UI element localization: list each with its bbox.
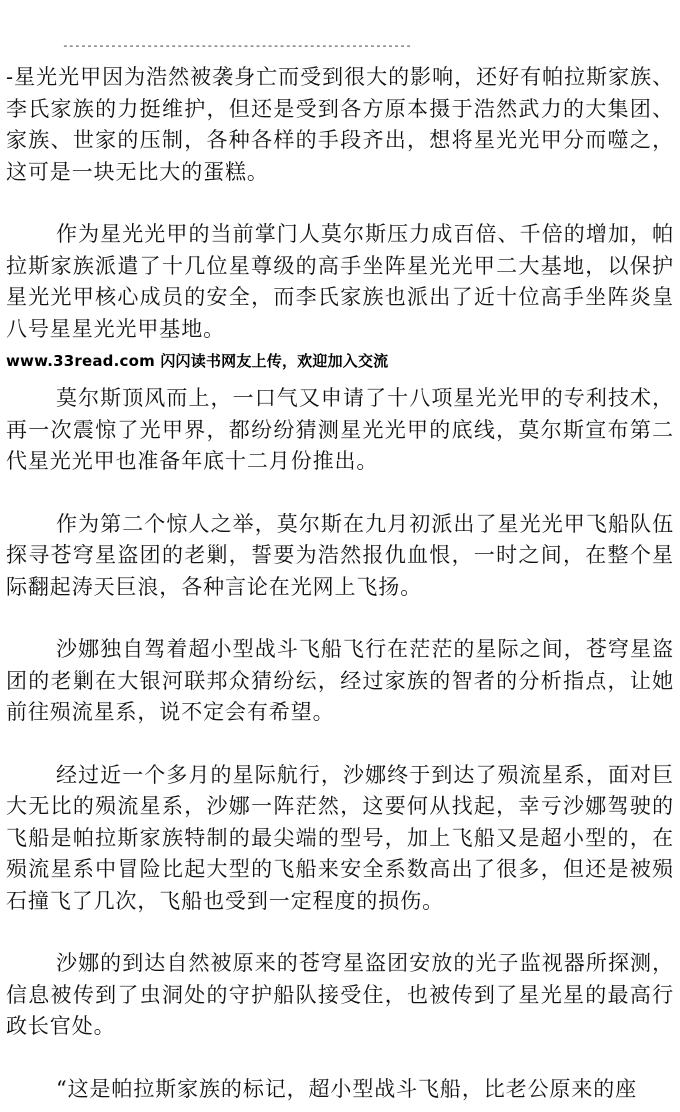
paragraph-gap bbox=[6, 729, 674, 760]
paragraph-gap bbox=[6, 1043, 674, 1074]
paragraph-4: 作为第二个惊人之举，莫尔斯在九月初派出了星光光甲飞船队伍探寻苍穹星盗团的老剿，誓要为浩然报仇血恨，一时之间，在整个星际翻起涛天巨浪，各种言论在光网上飞扬。 bbox=[6, 511, 674, 599]
separator-line: ---------------------------------------------------------- bbox=[62, 39, 412, 52]
paragraph-3: 莫尔斯顶风而上，一口气又申请了十八项星光光甲的专利技术，再一次震惊了光甲界，都纷纷猜测星光光甲的底线，莫尔斯宣布第二代星光光甲也准备年底十二月份推出。 bbox=[6, 386, 674, 473]
paragraph-gap bbox=[6, 917, 674, 948]
paragraph-8: “这是帕拉斯家族的标记，超小型战斗飞船，比老公原来的座 bbox=[56, 1076, 638, 1101]
watermark-line: www.33read.com 闪闪读书网友上传，欢迎加入交流 bbox=[6, 352, 389, 370]
paragraph-2: 作为星光光甲的当前掌门人莫尔斯压力成百倍、千倍的增加，帕拉斯家族派遣了十几位星尊级的高手坐阵星光光甲二大基地，以保护星光光甲核心成员的安全，而李氏家族也派出了近十位高手坐阵炎皇八号星星光光甲基地。 bbox=[6, 222, 674, 341]
paragraph-6: 经过近一个多月的星际航行，沙娜终于到达了殒流星系，面对巨大无比的殒流星系，沙娜一阵茫然，这要何从找起，幸亏沙娜驾驶的飞船是帕拉斯家族特制的最尖端的型号，加上飞船又是超小型的，在殒流星系中冒险比起大型的飞船来安全系数高出了很多，但还是被殒石撞飞了几次，飞船也受到一定程度的损伤。 bbox=[6, 762, 674, 913]
paragraph-gap bbox=[6, 188, 674, 219]
paragraph-1: -星光光甲因为浩然被袭身亡而受到很大的影响，还好有帕拉斯家族、李氏家族的力挺维护，但还是受到各方原本摄于浩然武力的大集团、家族、世家的压制，各种各样的手段齐出，想将星光光甲分而噬之，这可是一块无比大的蛋糕。 bbox=[6, 65, 674, 184]
paragraph-gap bbox=[6, 603, 674, 634]
document-body bbox=[6, 62, 674, 1105]
paragraph-gap bbox=[6, 478, 674, 509]
paragraph-7: 沙娜的到达自然被原来的苍穹星盗团安放的光子监视器所探测，信息被传到了虫洞处的守护船队接受住，也被传到了星光星的最高行政长官处。 bbox=[6, 951, 674, 1038]
paragraph-5: 沙娜独自驾着超小型战斗飞船飞行在茫茫的星际之间，苍穹星盗团的老剿在大银河联邦众猜纷纭，经过家族的智者的分析指点，让她前往殒流星系，说不定会有希望。 bbox=[6, 637, 674, 724]
